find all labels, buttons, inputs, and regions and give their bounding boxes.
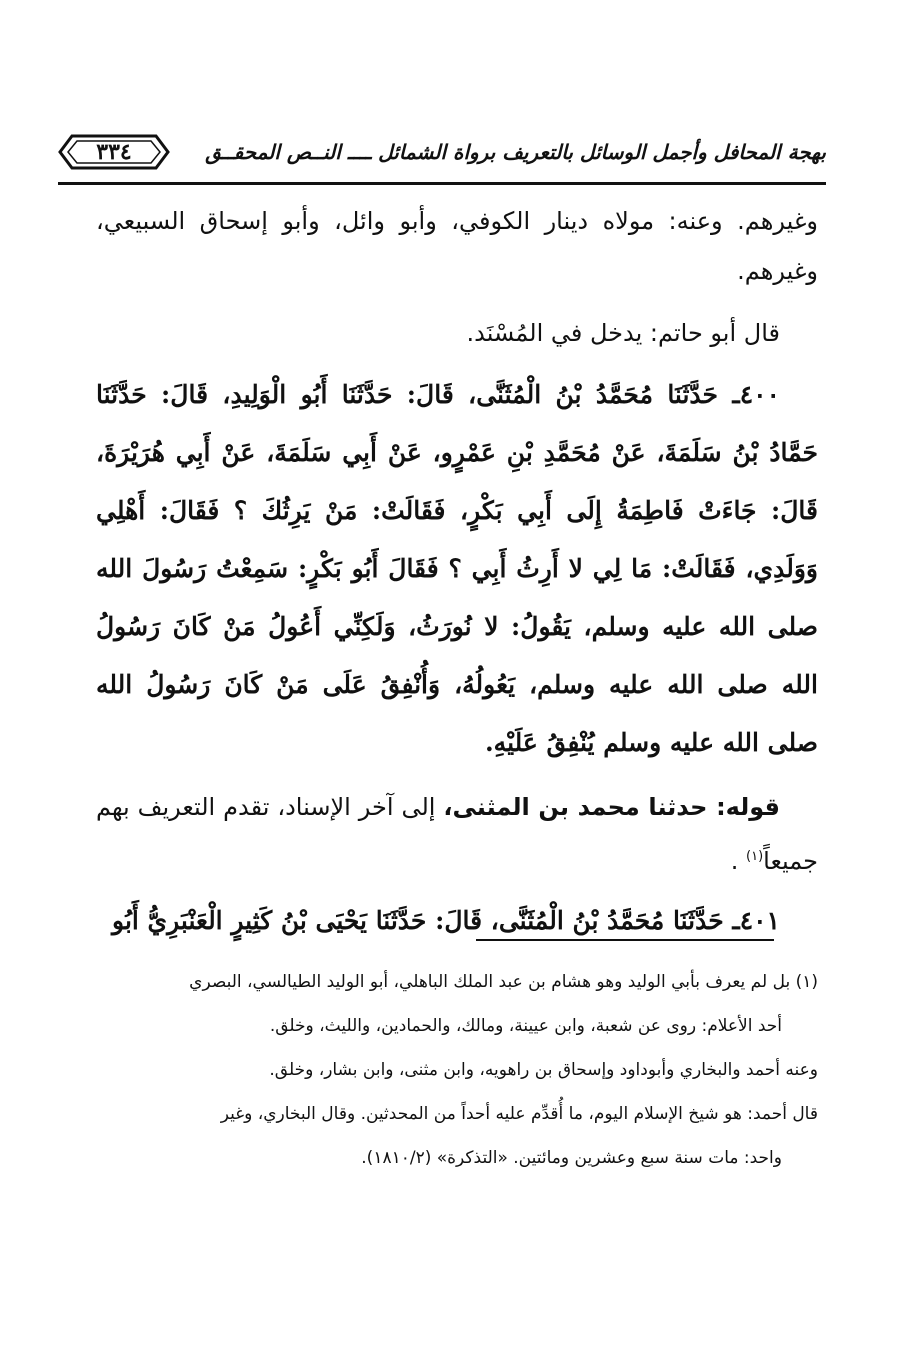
footnote-line: (١) بل لم يعرف بأبي الوليد وهو هشام بن عبد الملك الباهلي، أبو الوليد الطيالسي، البصري (189, 972, 818, 992)
header-title: بهجة المحافل وأجمل الوسائل بالتعريف برواة الشمائل ــــ النــص المحقــق (205, 140, 826, 164)
main-text (96, 196, 818, 950)
footnotes (96, 960, 818, 1180)
footnote-line: قال أحمد: هو شيخ الإسلام اليوم، ما أُقدِّم عليه أحداً من المحدثين. وقال البخاري، وغير (220, 1104, 818, 1124)
header-rule (58, 182, 826, 185)
footnote-rule (476, 939, 774, 941)
commentary-text: إلى آخر الإسناد، تقدم التعريف بهم جميعاً (96, 793, 818, 875)
footnote-line: أحد الأعلام: روى عن شعبة، وابن عيينة، ومالك، والحمادين، والليث، وخلق. (269, 1016, 782, 1036)
paragraph-commentary (96, 782, 818, 886)
commentary-lead: قوله: حدثنا محمد بن المثنى، (443, 793, 781, 821)
footnote-line: واحد: مات سنة سبع وعشرين ومائتين. «التذكرة» (١٨١٠/٢). (361, 1148, 782, 1168)
footnote-reference: (١) (746, 849, 764, 864)
commentary-end: . (730, 847, 747, 875)
page-number-badge (58, 132, 170, 172)
hadith-400: ٤٠٠ـ حَدَّثَنَا مُحَمَّدُ بْنُ الْمُثَنَّى، قَالَ: حَدَّثَنَا أَبُو الْوَلِيدِ، قَالَ: حَدَّثَنَا حَمَّادُ بْنُ سَلَمَةَ، عَنْ مُحَمَّدِ بْنِ عَمْرٍو، عَنْ أَبِي سَلَمَةَ، عَنْ أَبِي هُرَيْرَةَ، قَالَ: جَاءَتْ فَاطِمَةُ إِلَى أَبِي بَكْرٍ، فَقَالَتْ: مَنْ يَرِثُكَ ؟ فَقَالَ: أَهْلِي وَوَلَدِي، فَقَالَتْ: مَا لِي لا أَرِثُ أَبِي ؟ فَقَالَ أَبُو بَكْرٍ: سَمِعْتُ رَسُولَ الله صلى الله عليه وسلم، يَقُولُ: لا نُورَثُ، وَلَكِنِّي أَعُولُ مَنْ كَانَ رَسُولُ الله صلى الله عليه وسلم، يَعُولُهُ، وَأُنْفِقُ عَلَى مَنْ كَانَ رَسُولُ الله صلى الله عليه وسلم يُنْفِقُ عَلَيْهِ. (96, 380, 818, 757)
footnote-line: وعنه أحمد والبخاري وأبوداود وإسحاق بن راهويه، وابن مثنى، وابن بشار، وخلق. (269, 1060, 818, 1080)
hadith-401: ٤٠١ـ حَدَّثَنَا مُحَمَّدُ بْنُ الْمُثَنَّى، قَالَ: حَدَّثَنَا يَحْيَى بْنُ كَثِيرٍ الْعَنْبَرِيُّ أَبُو (112, 906, 780, 935)
paragraph-abu-hatim: قال أبو حاتم: يدخل في المُسْنَد. (466, 319, 780, 347)
page-number: ٣٣٤ (96, 139, 132, 165)
running-header (58, 128, 826, 180)
paragraph-narrators: وغيرهم. وعنه: مولاه دينار الكوفي، وأبو وائل، وأبو إسحاق السبيعي، وغيرهم. (96, 207, 818, 285)
